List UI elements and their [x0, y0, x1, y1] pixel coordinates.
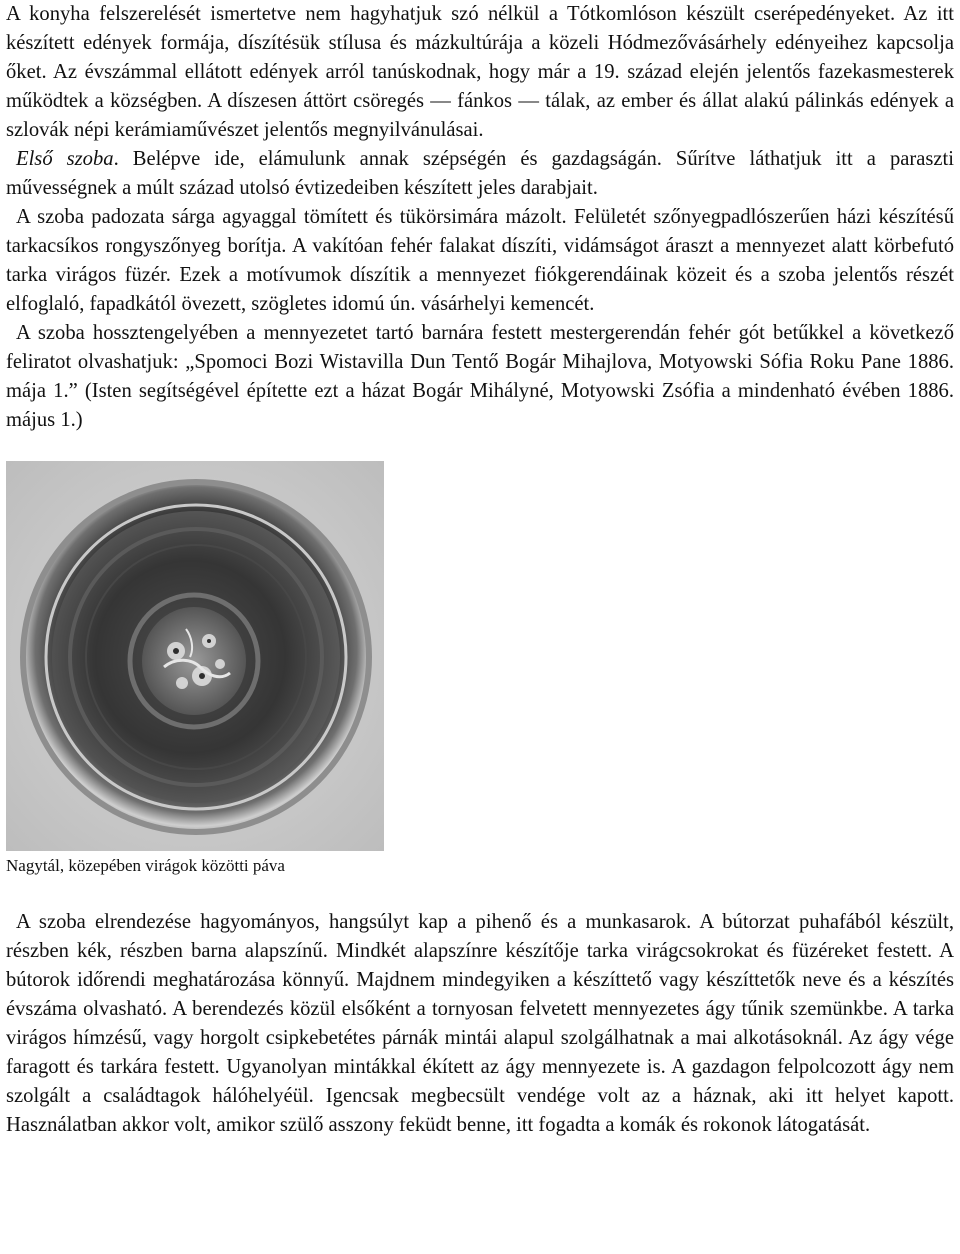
- platter-photo: [6, 461, 386, 853]
- paragraph-beam-inscription: [6, 319, 954, 435]
- paragraph-room-layout-text: A szoba elrendezése hagyományos, hangsúlyt kap a pihenő és a munkasarok. A bútorzat puhafából készült, részben kék, részben barna alapszínű. Mindkét alapszínre készítője tarka virágcsokrokat és füzéreket festett. A bútorok időrendi meghatározása könnyű. Majdnem mindegyiken a készíttető vagy készíttetők neve és a készítés évszáma olvasható. A berendezés közül elsőként a tornyosan felvetett mennyezetes ágy tűnik szemünkbe. A tarka virágos hímzésű, vagy horgolt csipkebetétes párnák mintái alapul szolgálhatnak a mai alkotásoknál. Az ágy vége faragott és tarkára festett. Ugyanolyan mintákkal ékített az ágy mennyezete is. A gazdagon felpolcozott ágy nem szolgált a családtagok hálóhelyéül. Igencsak megbecsült vendége volt az a háznak, aki itt helyet kapott. Használatban akkor volt, amikor szülő asszony feküdt benne, itt fogadta a komák és rokonok látogatását.: [6, 911, 954, 1136]
- paragraph-first-room-text: . Belépve ide, elámulunk annak szépségén és gazdagságán. Sűrítve láthatjuk itt a paraszti művességnek a múlt század utolsó évtizedeiben készített jeles darabjait.: [6, 148, 954, 199]
- paragraph-floor-text: A szoba padozata sárga agyaggal tömített és tükörsimára mázolt. Felületét szőnyegpadlószerűen házi készítésű tarkacsíkos rongyszőnyeg borítja. A vakítóan fehér falakat díszíti, vidámságot áraszt a mennyezet alatt körbefutó tarka virágos füzér. Ezek a motívumok díszítik a mennyezet fiókgerendáinak közeit és a szoba jelentős részét elfoglaló, fapadkától övezett, szögletes idomú ún. vásárhelyi kemencét.: [6, 206, 954, 315]
- platter-photo-image: [6, 461, 384, 851]
- paragraph-first-room: [6, 145, 954, 203]
- section-heading-first-room: Első szoba: [16, 148, 114, 170]
- document-page: [6, 0, 954, 1140]
- paragraph-beam-text: A szoba hossztengelyében a mennyezetet tartó barnára festett mestergerendán fehér gót betűkkel a következő feliratot olvashatjuk: „Spomoci Bozi Wistavilla Dun Tentő Bogár Mihajlova, Motyowski Sófia Roku Pane 1886. mája 1.” (Isten segítségével építette ezt a házat Bogár Mihályné, Motyowski Zsófia a mindenható évében 1886. május 1.): [6, 322, 954, 431]
- paragraph-pottery: A konyha felszerelését ismertetve nem hagyhatjuk szó nélkül a Tótkomlóson készült cserépedényeket. Az itt készített edények formája, díszítésük stílusa és mázkultúrája a közeli Hódmezővásárhely edényeihez kapcsolja őket. Az évszámmal ellátott edények arról tanúskodnak, hogy már a 19. század elején jelentős fazekasmesterek működtek a községben. A díszesen áttört csöregés — fánkos — tálak, az ember és állat alakú pálinkás edények a szlovák népi kerámiaművészet jelentős megnyilvánulásai.: [6, 3, 954, 141]
- paragraph-room-layout: [6, 908, 954, 1140]
- paragraph-floor: [6, 203, 954, 319]
- figure-caption: Nagytál, közepében virágok közötti páva: [6, 856, 285, 875]
